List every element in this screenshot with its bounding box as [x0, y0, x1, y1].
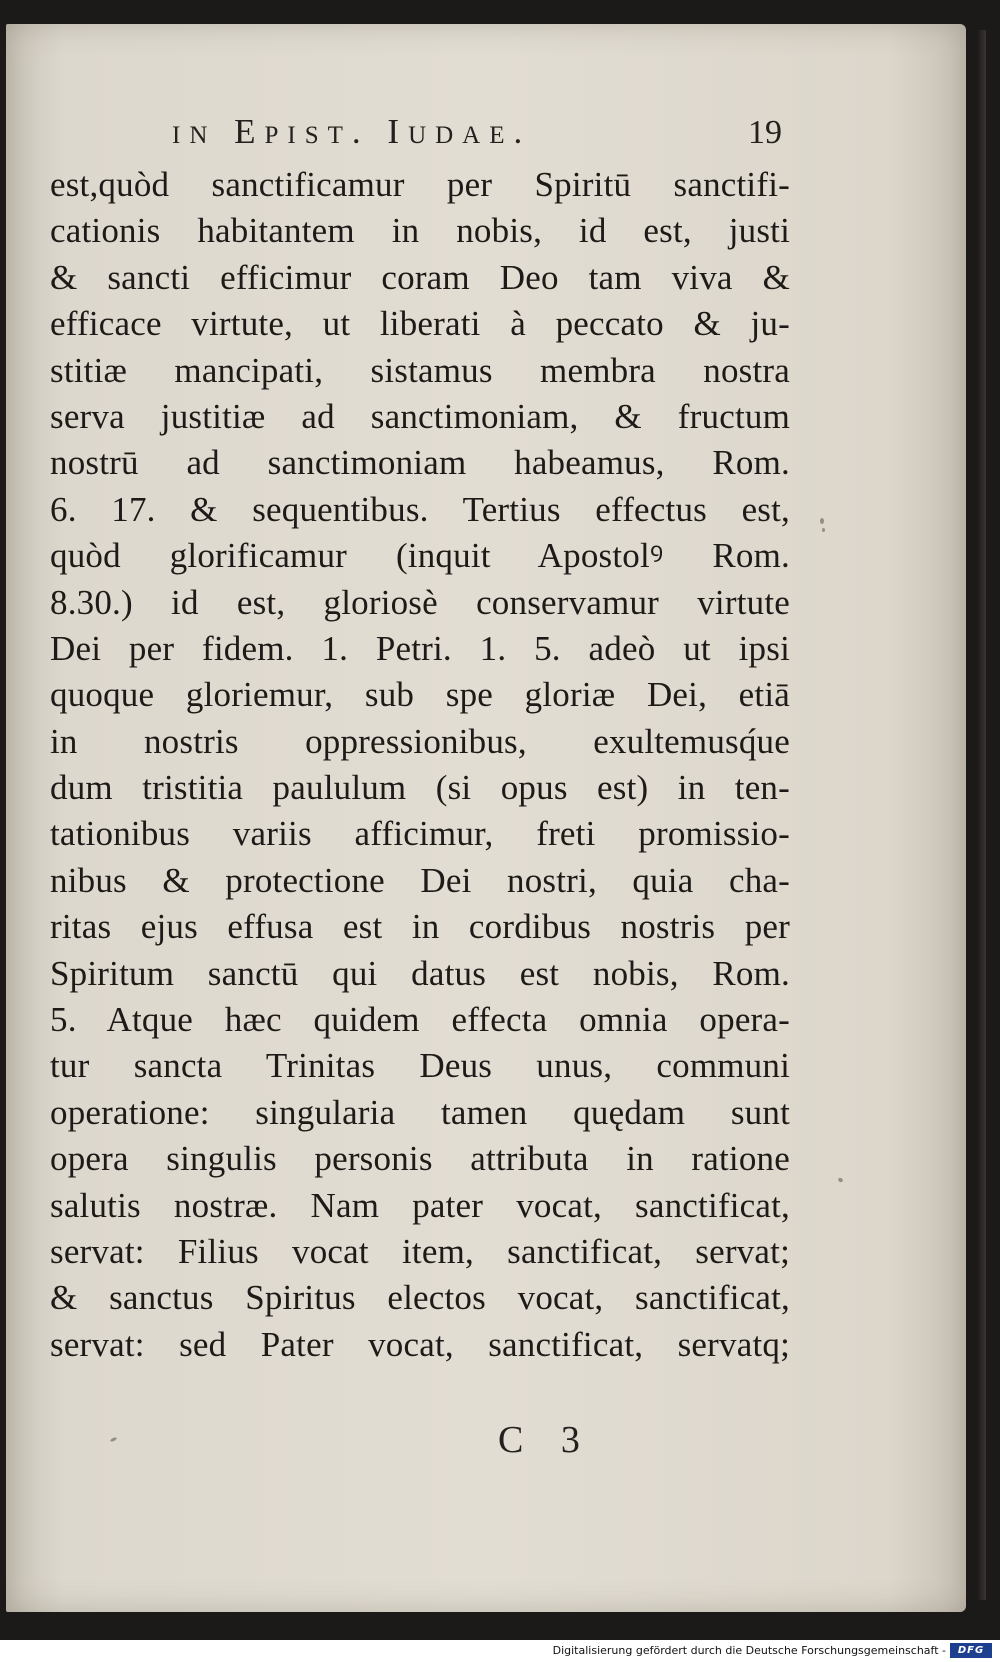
- running-head: [152, 108, 782, 156]
- page-number: 19: [748, 114, 782, 151]
- text-line: in nostris oppressionibus, exultemusq́ue: [50, 721, 790, 761]
- text-line: tur sancta Trinitas Deus unus, communi: [50, 1046, 790, 1086]
- text-line: dum tristitia paululum (si opus est) in ten-: [50, 768, 790, 808]
- text-line: tationibus variis afficimur, freti promissio-: [50, 814, 790, 854]
- text-line: nibus & protectione Dei nostri, quia cha-: [50, 860, 790, 900]
- text-line: stitiæ mancipati, sistamus membra nostra: [50, 350, 790, 390]
- text-line: Spiritum sanctū qui datus est nobis, Rom.: [50, 953, 790, 993]
- book-spine-edge: [978, 30, 986, 1600]
- paper-speck: [820, 518, 824, 524]
- body-text: [50, 162, 790, 1368]
- text-line: quoque gloriemur, sub spe gloriæ Dei, etiā: [50, 675, 790, 715]
- text-line: opera singulis personis attributa in ratione: [50, 1139, 790, 1179]
- text-line: est,quòd sanctificamur per Spiritū sanctifi-: [50, 165, 790, 204]
- funding-credit: Digitalisierung gefördert durch die Deutsche Forschungsgemeinschaft -: [552, 1644, 946, 1657]
- text-line: 8.30.) id est, gloriosè conservamur virtute: [50, 582, 790, 622]
- text-line: nostrū ad sanctimoniam habeamus, Rom.: [50, 443, 790, 483]
- text-line: & sanctus Spiritus electos vocat, sanctificat,: [50, 1278, 790, 1318]
- text-line: efficace virtute, ut liberati à peccato & ju-: [50, 304, 790, 344]
- text-line: operatione: singularia tamen quędam sunt: [50, 1092, 790, 1132]
- signature-mark: C 3: [498, 1419, 594, 1461]
- text-line: Dei per fidem. 1. Petri. 1. 5. adeò ut ipsi: [50, 628, 790, 668]
- text-line: cationis habitantem in nobis, id est, justi: [50, 211, 790, 251]
- running-title: in Epist. Iudae.: [172, 112, 532, 151]
- text-line: salutis nostræ. Nam pater vocat, sanctificat,: [50, 1185, 790, 1225]
- paper-speck: [822, 528, 825, 532]
- text-line: 6. 17. & sequentibus. Tertius effectus est,: [50, 489, 790, 529]
- text-line: 5. Atque hæc quidem effecta omnia opera-: [50, 1000, 790, 1040]
- text-line: quòd glorificamur (inquit Apostolꝰ Rom.: [50, 536, 790, 576]
- text-line: servat: Filius vocat item, sanctificat, servat;: [50, 1231, 790, 1271]
- text-line: & sancti efficimur coram Deo tam viva &: [50, 257, 790, 297]
- text-line: ritas ejus effusa est in cordibus nostris per: [50, 907, 790, 947]
- text-line: serva justitiæ ad sanctimoniam, & fructum: [50, 396, 790, 436]
- text-line: servat: sed Pater vocat, sanctificat, servatq;: [50, 1324, 790, 1364]
- dfg-logo: DFG: [950, 1643, 992, 1658]
